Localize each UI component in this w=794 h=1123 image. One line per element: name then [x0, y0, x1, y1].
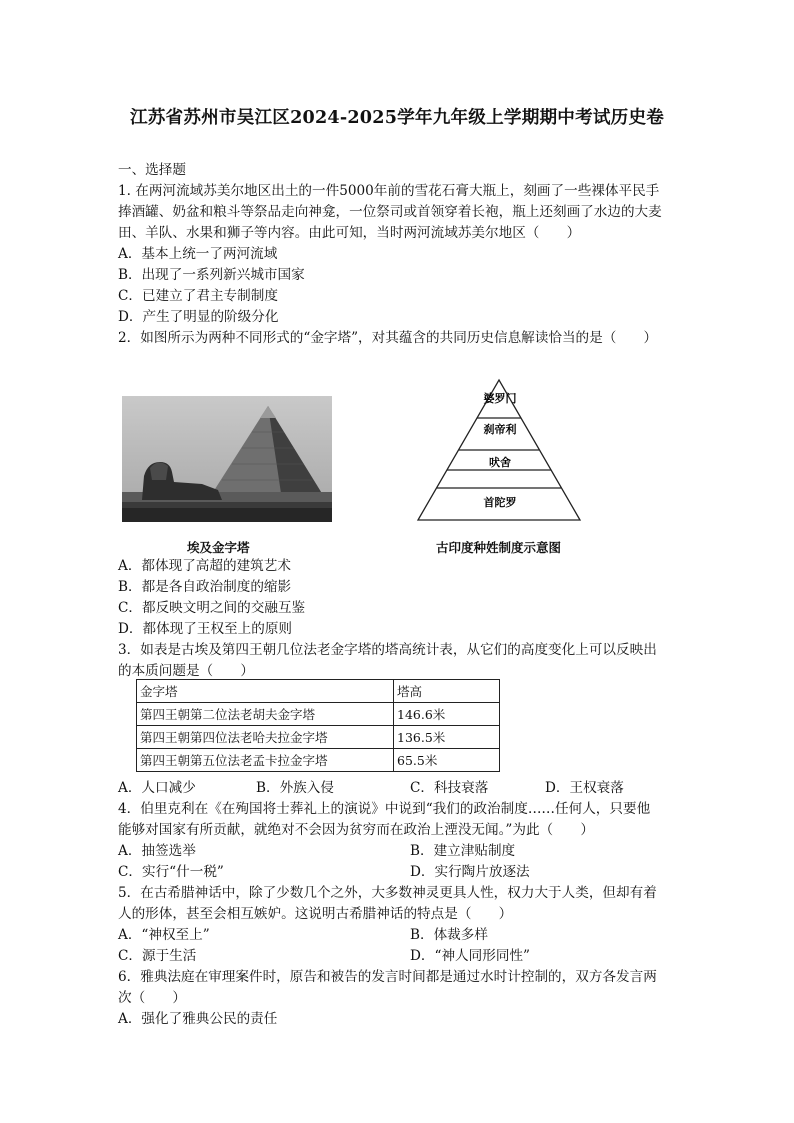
table-header-cell: 塔高: [394, 680, 500, 703]
q3-stem-line-2: 的本质问题是（ ）: [118, 663, 254, 679]
q6-stem-line-1: 6．雅典法庭在审理案件时，原告和被告的发言时间都是通过水时计控制的，双方各发言两: [118, 969, 657, 985]
q2-option-a: A．都体现了高超的建筑艺术: [118, 558, 291, 574]
q1-option-a: A．基本上统一了两河流域: [118, 246, 278, 262]
table-cell: 146.6米: [394, 703, 500, 726]
table-cell: 第四王朝第五位法老孟卡拉金字塔: [137, 749, 394, 772]
q1-stem-line-3: 田、羊队、水果和狮子等内容。由此可知，当时两河流域苏美尔地区（ ）: [118, 225, 581, 241]
table-cell: 第四王朝第四位法老哈夫拉金字塔: [137, 726, 394, 749]
caption-egypt-pyramid: 埃及金字塔: [187, 540, 250, 555]
table-header-row: [137, 680, 500, 703]
q2-option-c: C．都反映文明之间的交融互鉴: [118, 600, 306, 616]
q3-option-d: D．王权衰落: [545, 780, 624, 796]
q1-option-d: D．产生了明显的阶级分化: [118, 309, 279, 325]
pyramid-height-table: [136, 679, 500, 772]
q3-option-c: C．科技衰落: [410, 780, 489, 796]
q1-option-c: C．已建立了君主专制制度: [118, 288, 278, 304]
q4-option-c: C．实行“什一税”: [118, 864, 224, 880]
caste-vaishya: 吠舍: [489, 456, 511, 469]
q3-option-b: B．外族入侵: [256, 780, 334, 796]
caste-shudra: 首陀罗: [483, 496, 517, 509]
table-row: [137, 703, 500, 726]
table-cell: 65.5米: [394, 749, 500, 772]
table-row: [137, 749, 500, 772]
caste-brahmin: 婆罗门: [483, 392, 517, 405]
q5-option-a: A．“神权至上”: [118, 927, 210, 943]
q5-option-c: C．源于生活: [118, 948, 197, 964]
q1-option-b: B．出现了一系列新兴城市国家: [118, 267, 305, 283]
caption-caste-diagram: 古印度种姓制度示意图: [436, 540, 562, 555]
q5-stem-line-2: 人的形体，甚至会相互嫉妒。这说明古希腊神话的特点是（ ）: [118, 906, 513, 922]
q3-stem-line-1: 3．如表是古埃及第四王朝几位法老金字塔的塔高统计表，从它们的高度变化上可以反映出: [118, 642, 657, 658]
egypt-pyramid-photo: [122, 396, 332, 522]
q5-option-d: D．“神人同形同性”: [410, 948, 530, 964]
q2-option-d: D．都体现了王权至上的原则: [118, 621, 293, 637]
q4-stem-line-1: 4．伯里克利在《在殉国将士葬礼上的演说》中说到“我们的政治制度……任何人，只要他: [118, 801, 651, 817]
q1-stem-line-1: 1. 在两河流域苏美尔地区出土的一件5000年前的雪花石膏大瓶上，刻画了一些裸体平民手: [118, 183, 660, 199]
q4-option-d: D．实行陶片放逐法: [410, 864, 530, 880]
table-row: [137, 726, 500, 749]
q3-option-a: A．人口减少: [118, 780, 196, 796]
page-title: 江苏省苏州市吴江区2024-2025学年九年级上学期期中考试历史卷: [129, 107, 665, 128]
caste-pyramid-diagram: [414, 378, 584, 524]
q6-stem-line-2: 次（ ）: [118, 990, 186, 1006]
table-cell: 第四王朝第二位法老胡夫金字塔: [137, 703, 394, 726]
section-heading: 一、选择题: [118, 162, 186, 178]
q5-option-b: B．体裁多样: [410, 927, 488, 943]
q4-option-a: A．抽签选举: [118, 843, 196, 859]
q1-stem-line-2: 捧酒罐、奶盆和粮斗等祭品走向神龛，一位祭司或首领穿着长袍，瓶上还刻画了水边的大麦: [118, 204, 662, 220]
q2-option-b: B．都是各自政治制度的缩影: [118, 579, 292, 595]
table-header-cell: 金字塔: [137, 680, 394, 703]
q2-stem: 2．如图所示为两种不同形式的“金字塔”，对其蕴含的共同历史信息解读恰当的是（ ）: [118, 330, 658, 346]
table-cell: 136.5米: [394, 726, 500, 749]
q6-option-a: A．强化了雅典公民的责任: [118, 1011, 278, 1027]
q4-option-b: B．建立津贴制度: [410, 843, 516, 859]
caste-kshatriya: 刹帝利: [483, 423, 517, 436]
q4-stem-line-2: 能够对国家有所贡献，就绝对不会因为贫穷而在政治上湮没无闻。”为此（ ）: [118, 822, 594, 838]
q5-stem-line-1: 5．在古希腊神话中，除了少数几个之外，大多数神灵更具人性，权力大于人类，但却有着: [118, 885, 657, 901]
